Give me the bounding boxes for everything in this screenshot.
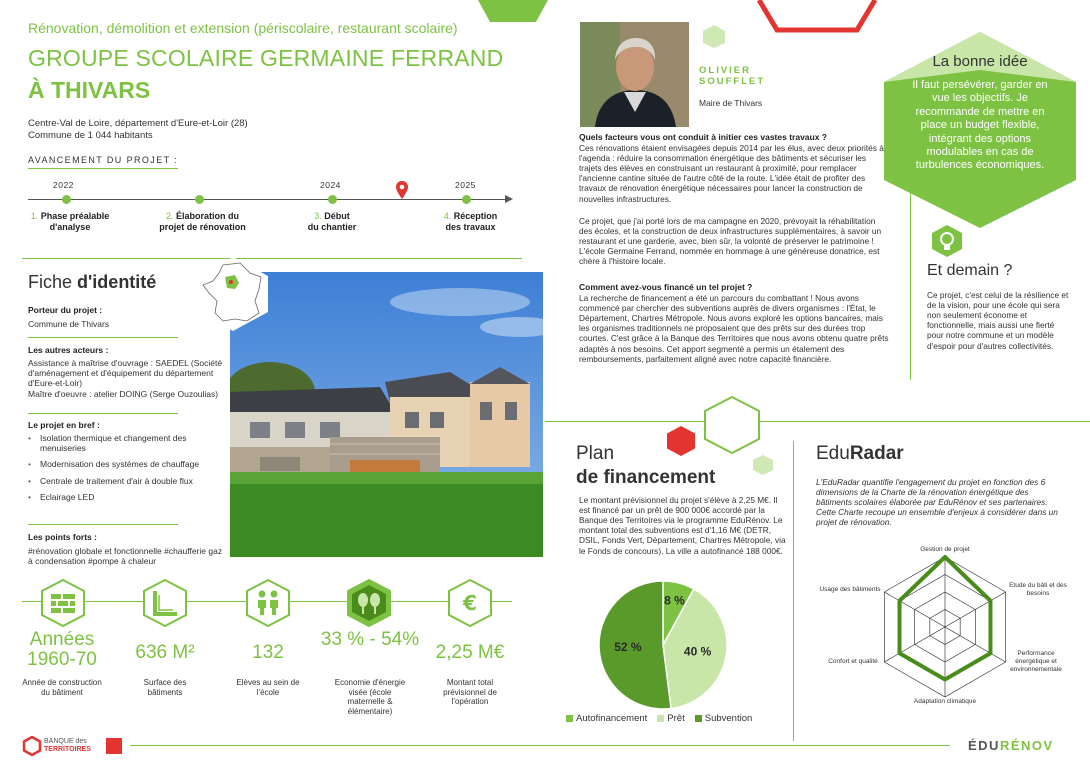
timeline-dot <box>62 195 71 204</box>
question-heading: Quels facteurs vous ont conduit à initier ces vastes travaux ? <box>579 132 827 142</box>
forts-text: #rénovation globale et fonctionnelle #chaufferie gaz à condensation #pompe à chaleur <box>28 546 223 567</box>
stat-label: Surface des bâtiments <box>143 678 187 697</box>
bref-heading: Le projet en bref : <box>28 420 100 430</box>
fiche-rule <box>28 413 178 414</box>
decor-hexagon-small <box>702 24 726 48</box>
ruler-surface-icon <box>142 578 188 628</box>
stat-label: Elèves au sein de l'école <box>236 678 300 697</box>
mayor-portrait <box>580 22 689 127</box>
stat-value: Années 1960-70 <box>27 629 97 670</box>
stat-value: 132 <box>252 642 284 663</box>
location-info <box>28 118 248 143</box>
porteur-heading: Porteur du projet : <box>28 305 103 315</box>
decor-hexagon-small <box>752 454 774 476</box>
decor-hexagon-outline <box>703 395 761 455</box>
acteurs-heading: Les autres acteurs : <box>28 345 109 355</box>
page-title-location: À THIVARS <box>28 77 151 103</box>
brick-wall-icon <box>40 578 86 628</box>
timeline-step: 3. Début du chantier <box>307 211 357 233</box>
pie-value-label: 52 % <box>614 640 642 655</box>
legend-item: Autofinancement <box>566 713 647 724</box>
decor-hexagon <box>478 0 548 32</box>
timeline-dot <box>195 195 204 204</box>
france-map <box>195 255 271 333</box>
school-photo <box>230 272 543 557</box>
bref-list <box>28 433 228 508</box>
footer-divider <box>130 745 950 746</box>
legend-item: Prêt <box>657 713 684 724</box>
fiche-rule <box>28 337 178 338</box>
radar-axis-label: Gestion de projet <box>920 546 970 553</box>
trees-icon <box>346 578 392 628</box>
banque-des-territoires-logo: BANQUE des TERRITOIRES <box>22 736 126 756</box>
location-pin-icon <box>395 180 409 200</box>
timeline-dot <box>462 195 471 204</box>
radar-axis-label: Performance énergétique et environnementale <box>1010 650 1062 673</box>
list-item: • Isolation thermique et changement des menuiseries <box>28 433 228 453</box>
bonne-idee-text: Il faut persévérer, garder en vue les objectifs. Je recommande de mettre en place un budget flexible, intégrant des options modulables en cas de turbulences économiques. <box>912 79 1048 172</box>
section-divider <box>760 421 1090 422</box>
legend-swatch <box>695 715 702 722</box>
plan-title: Plan <box>576 443 615 464</box>
demain-text: Ce projet, c'est celui de la résilience et de la vision, pour une école qui sera non seulement économe et fonctionnelle, mais aussi une fierté pour notre commune et un modèle d'espoir pour d'autres collectivités. <box>927 290 1069 351</box>
eduradar-chart <box>810 540 1080 720</box>
timeline-year: 2025 <box>455 180 476 190</box>
financing-pie-chart <box>598 580 728 710</box>
bdt-hexagon-icon <box>22 736 42 756</box>
list-item: • Centrale de traitement d'air à double flux <box>28 476 228 486</box>
page-subtitle: Rénovation, démolition et extension (périscolaire, restaurant scolaire) <box>28 20 458 36</box>
legend-swatch <box>566 715 573 722</box>
answer-text: Ces rénovations étaient envisagées depuis 2014 par les élus, avec deux priorités à l'agenda : réduire la consommation énergétique des bâtiments et sécuriser les trajets des élèves en construisant un restaurant à proximité, pour remplacer l'ancienne cantine située de l'autre côté de la route. L'idée était de profiter des travaux de rénovation énergétique nécessaires pour lancer la construction de nouvelles infrastructures. <box>579 143 884 204</box>
radar-axis-label: Etude du bâti et des besoins <box>1009 582 1067 597</box>
stat-value: 2,25 M€ <box>435 642 505 663</box>
eduradar-title: EduRadar <box>816 443 904 464</box>
pie-value-label: 40 % <box>683 644 712 659</box>
question-heading: Comment avez-vous financé un tel projet ? <box>579 282 753 292</box>
column-divider <box>793 441 794 741</box>
bonne-idee-title: La bonne idée <box>932 53 1028 70</box>
section-divider <box>545 421 705 422</box>
radar-axis-label: Usage des bâtiments <box>819 586 881 593</box>
fiche-title: Fiche d'identité <box>28 272 157 292</box>
stat-value: 33 % - 54% <box>320 629 420 650</box>
timeline-step: 1. Phase préalable d'analyse <box>30 211 110 233</box>
timeline-year: 2022 <box>53 180 74 190</box>
timeline-year: 2024 <box>320 180 341 190</box>
page-title: GROUPE SCOLAIRE GERMAINE FERRAND <box>28 45 504 71</box>
radar-axis-label: Confort et qualité <box>828 658 878 665</box>
timeline-dot <box>328 195 337 204</box>
pie-value-label: 8 % <box>664 593 685 608</box>
mayor-name: OLIVIER SOUFFLET <box>699 65 766 87</box>
mayor-role: Maire de Thivars <box>699 98 763 108</box>
timeline-title: AVANCEMENT DU PROJET : <box>28 155 179 165</box>
porteur-text: Commune de Thivars <box>28 319 110 329</box>
plan-title-bold: de financement <box>576 467 716 488</box>
answer-text: La recherche de financement a été un parcours du combattant ! Nous avons commencé par chercher des subventions auprès de divers organismes : l'État, le Département, Chartres Métropole. Nous avons exploré les options bancaires, mais les organismes traditionnels ne proposaient que des prêts sur des durées trop courtes. C'est grâce à la Banque des Territoires que nous avons obtenu quatre prêts adaptés à nos besoins. Cet apport segmenté a permis un étalement des remboursements, parfaitement aligné avec notre capacité financière. <box>579 293 889 364</box>
pie-legend <box>566 713 752 724</box>
acteurs-text: Assistance à maîtrise d'ouvrage : SAEDEL (Société d'aménagement et d'équipement du département d'Eure-et-Loir) Maître d'oeuvre : atelier DOING (Serge Ouzoulias) <box>28 358 223 399</box>
demain-title: Et demain ? <box>927 262 1013 279</box>
euro-icon <box>447 578 493 628</box>
timeline-arrow <box>505 195 513 203</box>
stat-value: 636 M² <box>135 642 195 663</box>
plan-text: Le montant prévisionnel du projet s'élève à 2,25 M€. Il est financé par un prêt de 900 000€ accordé par la Banque des Territoires via le programme EduRénov. Le montant total des subventions est d'1,16 M€ (DETR, DSIL, Fonds Vert, Département, Chartres Métropole, via le Fonds de concours). La ville a autofinancé 188 000€. <box>579 495 786 556</box>
forts-heading: Les points forts : <box>28 532 97 542</box>
stat-label: Année de construction du bâtiment <box>22 678 102 697</box>
list-item: • Modernisation des systèmes de chauffage <box>28 459 228 469</box>
timeline-step: 4. Réception des travaux <box>443 211 498 233</box>
answer-text: Ce projet, que j'ai porté lors de ma campagne en 2020, prévoyait la réhabilitation des écoles, et la construction de deux infrastructures supplémentaires, à savoir un restaurant et une garderie, avec, bien sûr, la volonté de préserver le patrimoine ! L'école Germaine Ferrand, nommée en hommage à une généreuse donatrice, est chère à l'histoire locale. <box>579 216 882 267</box>
bdt-badge <box>106 738 122 754</box>
children-icon <box>245 578 291 628</box>
fiche-rule <box>28 524 178 525</box>
stat-label: Economie d'énergie visée (école maternelle & élémentaire) <box>334 678 406 716</box>
list-item: • Eclairage LED <box>28 492 228 502</box>
eduradar-text: L'EduRadar quantifie l'engagement du projet en fonction des 6 dimensions de la Charte de la rénovation énergétique des bâtiments scolaires élaborée par EduRénov et ses partenaires. Cette Charte recoupe un ensemble d'enjeux à considérer dans un projet de rénovation. <box>816 477 1058 528</box>
timeline-step: 2. Élaboration du projet de rénovation <box>159 211 246 233</box>
decor-hexagon-red <box>665 425 697 457</box>
edurenov-logo: ÉDURÉNOV <box>968 738 1054 753</box>
legend-item: Subvention <box>695 713 753 724</box>
section-divider <box>22 258 522 259</box>
stat-label: Montant total prévisionnel de l'opération <box>443 678 497 707</box>
column-divider <box>910 180 911 380</box>
svg-text:€: € <box>463 591 477 615</box>
radar-svg <box>810 540 1080 720</box>
region-text: Centre-Val de Loire, département d'Eure-et-Loir (28) <box>28 118 248 129</box>
timeline-axis <box>28 199 508 200</box>
decor-hexagon-red <box>757 0 877 36</box>
radar-axis-label: Adaptation climatique <box>913 698 977 705</box>
lightbulb-icon <box>930 224 964 258</box>
legend-swatch <box>657 715 664 722</box>
population-text: Commune de 1 044 habitants <box>28 130 153 142</box>
